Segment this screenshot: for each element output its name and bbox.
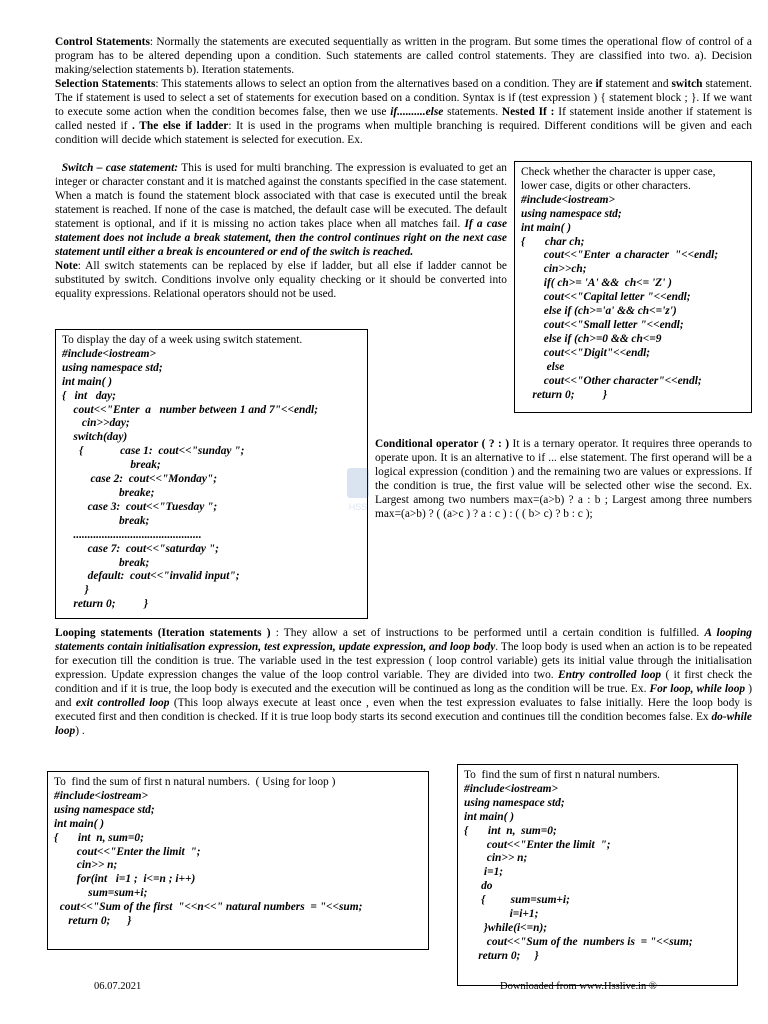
code-line: break; [62,514,150,527]
code-line: do [464,880,493,893]
code-line: ............................................. [62,528,202,541]
looping-text-3: . The loop body is used when an action is to be repeated for execution till the condition is true. The variable used in the test expression ( loop control variable) gets its initial value through the initialisation expression. Update expression changes the value of the loop control variable. They are divided into two. [55,641,752,681]
switch-text-1: This is used for multi branching. The expression is evaluated to get an integer or character constant and it is matched against the constants specified in the case statement. When a match is found the statement block associated with that case is executed until the break statement is reached. If none of the case is matched, the default case will be executed. The default statement is optional, and if it is missing no action takes place when all matches fail. [55,162,507,230]
code-line: cin>>ch; [521,263,587,276]
code-line: cout<<"Enter the limit "; [54,845,201,858]
selection-text-4: statements. [443,106,502,118]
selection-text-1: : This statements allows to select an option from the alternatives based on a condition. They are [155,78,596,90]
code-line: cout<<"Other character"<<endl; [521,374,702,387]
code-line: cin>> n; [54,859,118,872]
switch-text-3: : All switch statements can be replaced by else if ladder, but all else if ladder cannot be substituted by switch. Conditions involve only equality checking or it should be converted into equality expressions. Relational operators should not be used. [55,260,507,300]
code-line: cin>> n; [464,852,528,865]
do-while-code-box [457,764,738,986]
code-line: return 0; } [54,915,132,928]
do-box-code [464,783,731,964]
code-line: { int n, sum=0; [464,824,557,837]
looping-statements-paragraph [55,626,752,738]
do-box-title: To find the sum of first n natural numbers. [464,769,660,781]
looping-text-5: ) and [55,683,752,709]
footer-date: 06.07.2021 [94,981,142,992]
code-line: else if (ch>=0 && ch<=9 [521,332,662,345]
code-line: return 0; } [521,388,607,401]
watermark-text: HSS [348,502,368,512]
code-line: using namespace std; [54,803,155,816]
code-line: cout<<"Digit"<<endl; [521,346,651,359]
hsslive-watermark [343,468,373,520]
code-line: case 2: cout<<"Monday"; [62,473,218,486]
code-line: break; [62,556,150,569]
code-line: breake; [62,486,155,499]
week-switch-code-box [55,329,368,619]
watermark-logo-shape [347,468,369,498]
char-box-code [521,194,745,403]
code-line: { sum=sum+i; [464,894,570,907]
note-label: Note [55,260,78,272]
code-line: int main( ) [464,810,515,823]
for-box-title: To find the sum of first n natural numbers. ( Using for loop ) [54,776,336,788]
looping-statements-heading: Looping statements (Iteration statements ) [55,627,271,639]
code-line: cout<<"Enter the limit "; [464,838,611,851]
for-loop-code-box [47,771,429,950]
code-line: cin>>day; [62,417,130,430]
code-line: } [62,584,89,597]
conditional-operator-paragraph [375,437,752,521]
code-line: using namespace std; [62,361,163,374]
looping-text-4: ( it first check the condition and if it is true, the loop body is executed and the execution will be continued as long as the condition will be true. Ex. [55,669,752,695]
character-check-code-box [514,161,752,413]
week-box-title: To display the day of a week using switch statement. [62,334,303,346]
control-statements-heading: Control Statements [55,36,150,48]
code-line: return 0; } [62,598,148,611]
char-box-title-line-2: lower case, digits or other characters. [521,179,691,192]
looping-text-6: (This loop always execute at least once , even when the test expression evaluates to false initially. Here the loop body is executed first and then condition is checked. If it is true loop body starts its second execution and continues till the condition becomes false. Ex [55,697,752,723]
for-while-loop-label: For loop, while loop [649,683,746,695]
code-line: else [521,360,565,373]
code-line: return 0; } [464,949,539,962]
selection-text-2: statement and [602,78,672,90]
switch-text-2: If a case statement does not include a break statement, then the control continues right on the next case statement until either a break is encountered or end of the switch is reached. [55,218,507,258]
code-line: cout<<"Small letter "<<endl; [521,318,684,331]
else-if-ladder-label: . The else if ladder [132,120,229,132]
code-line: { char ch; [521,235,585,248]
code-line: { int day; [62,389,116,402]
code-line: #include<iostream> [62,347,156,360]
conditional-operator-heading: Conditional operator ( ? : ) [375,438,510,450]
code-line: cout<<"Capital letter "<<endl; [521,291,691,304]
if-else-keyword: if..........else [390,106,444,118]
code-line: #include<iostream> [464,782,558,795]
code-line: default: cout<<"invalid input"; [62,570,240,583]
code-line: case 7: cout<<"saturday "; [62,542,219,555]
footer-source: Downloaded from www.Hsslive.in ® [500,981,657,992]
code-line: using namespace std; [464,796,565,809]
code-line: if( ch>= 'A' && ch<= 'Z' ) [521,277,672,290]
code-line: i=i+1; [464,908,539,921]
code-line: #include<iostream> [521,193,615,206]
entry-controlled-loop-label: Entry controlled loop [558,669,662,681]
selection-statements-heading: Selection Statements [55,78,156,90]
for-box-code [54,790,422,929]
switch-case-paragraph [55,161,507,301]
code-line: cout<<"Sum of the numbers is = "<<sum; [464,935,693,948]
code-line: int main( ) [54,817,105,830]
selection-text-5: If statement inside another if statement is called nested if [55,106,752,132]
code-line: else if (ch>='a' && ch<='z') [521,305,677,318]
selection-statements-paragraph [55,77,752,147]
code-line: using namespace std; [521,207,622,220]
control-statements-text: : Normally the statements are executed sequentially as written in the program. But some times the operational flow of control of a program has to be altered depending upon a condition. Such statements are called control statements. They are classified into two. a). Decision making/selection statements b). Iteration statements. [55,36,752,76]
code-line: break; [62,459,161,472]
nested-if-label: Nested If : [501,106,555,118]
looping-text-1: : They allow a set of instructions to be performed until a certain condition is fulfilled. [270,627,705,639]
code-line: for(int i=1 ; i<=n ; i++) [54,873,196,886]
code-line: sum=sum+i; [54,887,148,900]
week-box-code [62,348,361,612]
code-line: case 3: cout<<"Tuesday "; [62,500,218,513]
code-line: #include<iostream> [54,789,148,802]
code-line: }while(i<=n); [464,921,548,934]
code-line: cout<<"Enter a character "<<endl; [521,249,719,262]
code-line: cout<<"Sum of the first "<<n<<" natural numbers = "<<sum; [54,901,363,914]
looping-text-7: ) . [75,725,85,737]
switch-keyword: switch [671,78,703,90]
selection-text-6: : It is used in the programs when multiple branching is required. Different conditions will be given and each condition will decide which statement is selected for execution. Ex. [55,120,752,146]
looping-text-2: A looping statements contain initialisation expression, test expression, update expression, and loop body [55,627,752,653]
code-line: int main( ) [521,221,572,234]
code-line: int main( ) [62,375,113,388]
code-line: { case 1: cout<<"sunday "; [62,445,245,458]
code-line: switch(day) [62,431,128,444]
code-line: { int n, sum=0; [54,831,144,844]
selection-text-3: statement. The if statement is used to select a set of statements for execution based on a condition. Syntax is if (test expression ) { statement block ; }. If we want to execute some action when the condition becomes false, then we use [55,78,752,118]
switch-case-heading: Switch – case statement: [61,162,179,174]
control-statements-paragraph [55,35,752,77]
code-line: cout<<"Enter a number between 1 and 7"<<endl; [62,403,318,416]
conditional-operator-text: It is a ternary operator. It requires three operands to operate upon. It is an alternative to if ... else statement. The first operand will be a logical expression (condition ) and the remaining two are values or expressions. If the condition is true, the first value will be selected other wise the second. Ex. Largest among two numbers max=(a>b) ? a : b ; Largest among three numbers max=(a>b) ? ( (a>c ) ? a : c ) : ( ( b> c) ? b : c ); [375,438,752,520]
code-line: i=1; [464,866,504,879]
exit-controlled-loop-label: exit controlled loop [75,697,170,709]
if-keyword: if [595,78,603,90]
do-while-loop-label: do-while loop [55,711,752,737]
char-box-title-line-1: Check whether the character is upper case, [521,166,716,178]
